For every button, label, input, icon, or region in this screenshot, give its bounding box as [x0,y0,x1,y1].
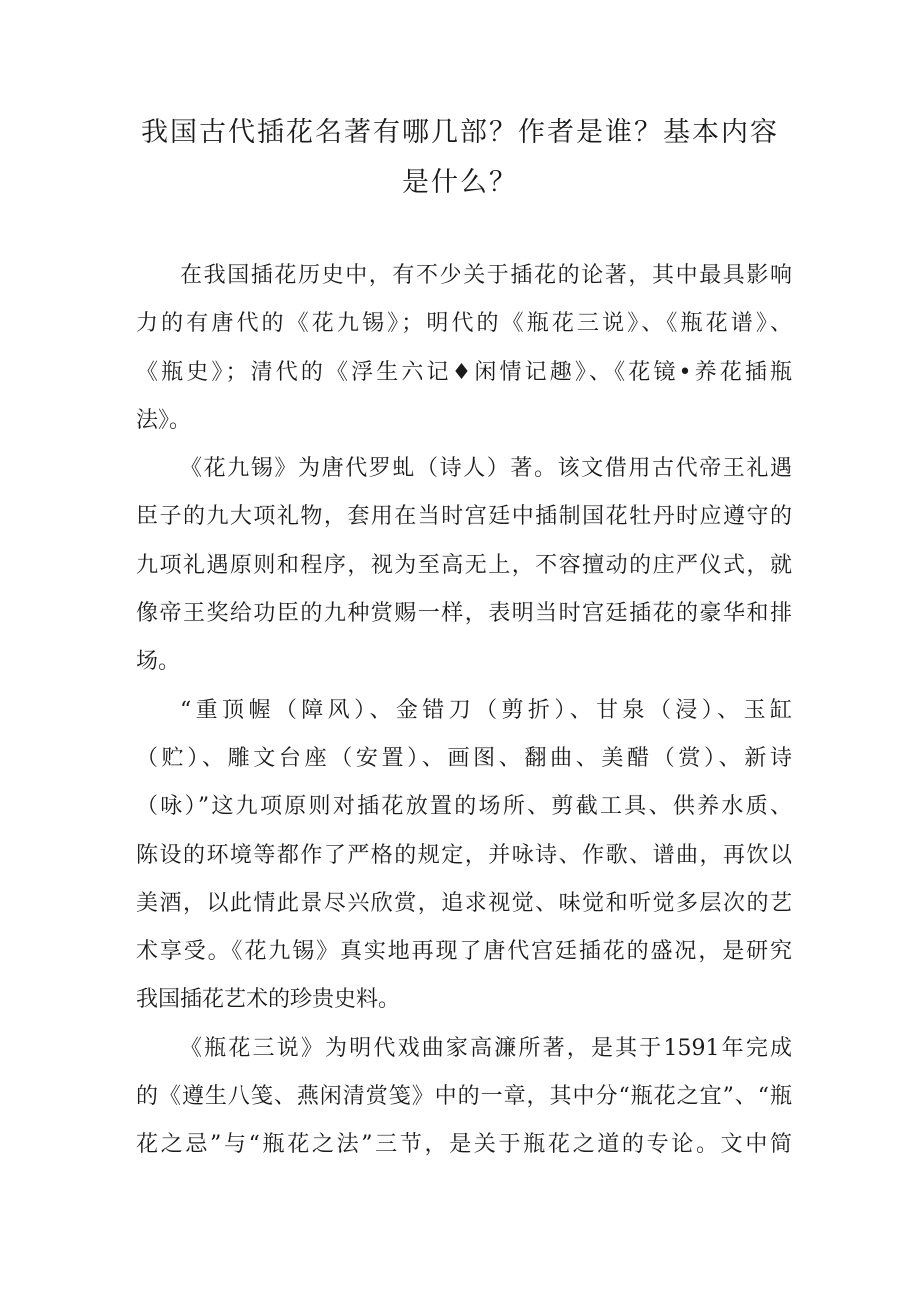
text-line: 陈设的环境等都作了严格的规定，并咏诗、作歌、谱曲，再饮以 [136,842,792,868]
paragraph-huajiuxi [136,445,792,686]
text-line: 场。 [136,649,181,675]
text-line: 像帝王奖给功臣的九种赏赐一样，表明当时宫廷插花的豪华和排 [136,601,792,627]
text-line: 臣子的九大项礼物，套用在当时宫廷中插制国花牡丹时应遵守的 [136,504,792,530]
text-line: 我国插花艺术的珍贵史料。 [136,987,401,1013]
title-line: 我国古代插花名著有哪几部？作者是谁？基本内容 [141,117,779,148]
paragraph-nine-principles [136,687,792,1025]
text-line: 《花九锡》为唐代罗虬（诗人）著。该文借用古代帝王礼遇 [180,456,792,482]
text-line: （贮）、雕文台座（安置）、画图、翻曲、美醋（赏）、新诗 [136,745,792,771]
text-line: 《瓶史》；清代的《浮生六记♦闲情记趣》、《花镜•养花插瓶 [136,359,792,385]
text-line: 美酒，以此情此景尽兴欣赏，追求视觉、味觉和听觉多层次的艺 [136,890,792,916]
paragraph-intro [136,252,792,445]
text-line: 术享受。《花九锡》真实地再现了唐代宫廷插花的盛况，是研究 [136,939,792,965]
text-line: 《瓶花三说》为明代戏曲家高濂所著，是其于1591年完成 [180,1035,792,1061]
text-line: 法》。 [136,407,192,433]
text-line: （咏）”这九项原则对插花放置的场所、剪截工具、供养水质、 [136,794,792,820]
document-title [120,108,800,208]
document-body [136,252,792,1170]
paragraph-pinghua-sanshuo [136,1025,792,1170]
text-line: 的《遵生八笺、燕闲清赏笺》中的一章，其中分“瓶花之宜”、“瓶 [136,1084,792,1110]
text-line: “重顶幄（障风）、金错刀（剪折）、甘泉（浸）、玉缸 [180,697,792,723]
text-line: 九项礼遇原则和程序，视为至高无上，不容擅动的庄严仪式，就 [136,552,792,578]
text-line: 花之忌”与“瓶花之法”三节，是关于瓶花之道的专论。文中简 [136,1132,792,1158]
title-line: 是什么？ [402,167,518,198]
text-line: 在我国插花历史中，有不少关于插花的论著，其中最具影响 [180,263,792,288]
text-line: 力的有唐代的《花九锡》；明代的《瓶花三说》、《瓶花谱》、 [136,311,792,337]
